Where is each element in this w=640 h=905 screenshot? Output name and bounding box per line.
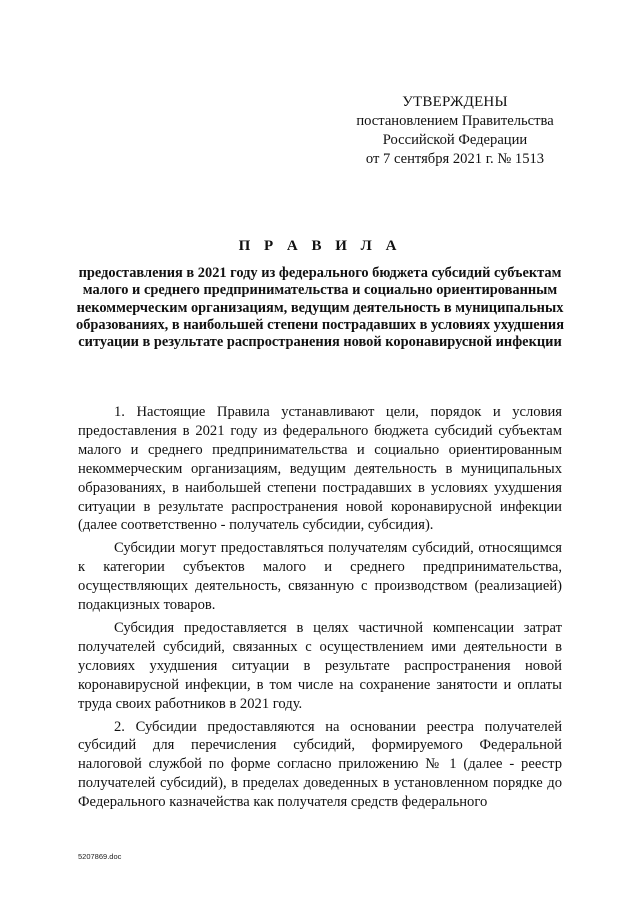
paragraph-4: 2. Субсидии предоставляются на основании реестра получателей субсидий для перечисления субсидий, формируемого Федеральной налоговой службой по форме согласно приложению № 1 (далее - реестр получателей субсидий), в пределах доведенных в установленном порядке до Федерального казначейства как получателя средств федерального bbox=[78, 718, 562, 811]
document-title: П Р А В И Л А bbox=[238, 238, 402, 254]
paragraph-1: 1. Настоящие Правила устанавливают цели, порядок и условия предоставления в 2021 году из федерального бюджета субсидий субъектам малого и среднего предпринимательства и социально ориентированным некоммерческим организациям, ведущим деятельность в муниципальных образованиях, в наибольшей степени пострадавших в условиях ухудшения ситуации в результате распространения новой коронавирусной инфекции (далее соответственно - получатель субсидии, субсидия). bbox=[78, 404, 562, 534]
approval-line-decree: постановлением Правительства bbox=[356, 113, 554, 129]
document-subtitle: предоставления в 2021 году из федерального бюджета субсидий субъектам малого и среднего предпринимательства и социально ориентированным некоммерческим организациям, ведущим деятельность в муниципальных образованиях, в наибольшей степени пострадавших в условиях ухудшения ситуации в результате распространения новой коронавирусной инфекции bbox=[76, 265, 564, 351]
paragraph-2: Субсидии могут предоставляться получателям субсидий, относящимся к категории субъектов малого и среднего предпринимательства, осуществляющих деятельность, связанную с производством (реализацией) подакцизных товаров. bbox=[78, 540, 562, 614]
file-reference: 5207869.doc bbox=[78, 852, 122, 861]
approval-block bbox=[340, 93, 570, 169]
document-body bbox=[78, 403, 562, 816]
approval-line-date-number: от 7 сентября 2021 г. № 1513 bbox=[365, 151, 545, 167]
approval-line-federation: Российской Федерации bbox=[382, 132, 528, 148]
approval-heading: УТВЕРЖДЕНЫ bbox=[402, 94, 508, 110]
paragraph-3: Субсидия предоставляется в целях частичной компенсации затрат получателей субсидий, связанных с осуществлением ими деятельности в условиях ухудшения ситуации в результате распространения новой коронавирусной инфекции, в том числе на сохранение занятости и оплаты труда своих работников в 2021 году. bbox=[78, 619, 562, 712]
